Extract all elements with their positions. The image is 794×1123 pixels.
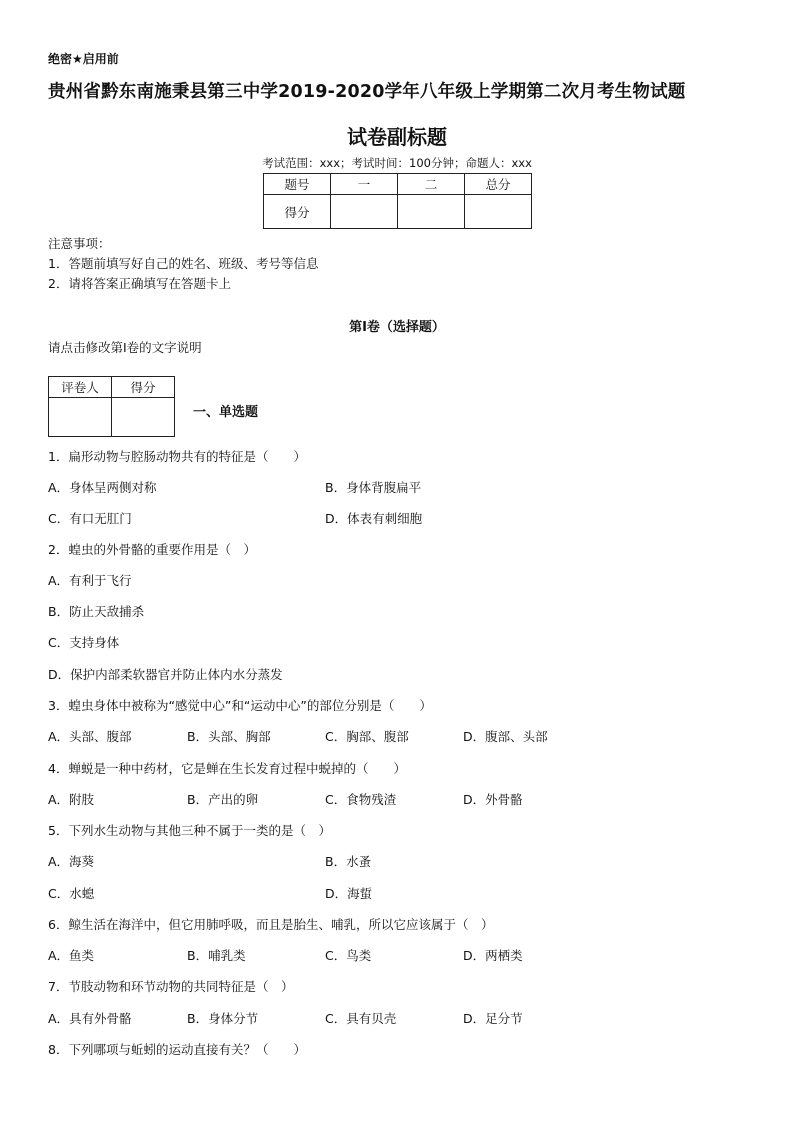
question-stem: 1．扁形动物与腔肠动物共有的特征是（ ）	[48, 449, 306, 464]
question-option: A．具有外骨骼	[48, 1011, 132, 1026]
note-item: 2．请将答案正确填写在答题卡上	[48, 276, 231, 291]
grader-cell	[49, 398, 112, 437]
question-option: C．支持身体	[48, 635, 120, 650]
question-option: D．两栖类	[463, 948, 523, 963]
question-option: D．腹部、头部	[463, 729, 548, 744]
question-option: A．身体呈两侧对称	[48, 480, 157, 495]
question-stem: 4．蝉蜕是一种中药材，它是蝉在生长发育过程中蜕掉的（ ）	[48, 761, 406, 776]
score-cell	[465, 195, 532, 229]
question-option: A．附肢	[48, 792, 95, 807]
question-option: D．足分节	[463, 1011, 523, 1026]
question-option: B．哺乳类	[187, 948, 246, 963]
question-option: A．有利于飞行	[48, 573, 132, 588]
secret-mark: 绝密★启用前	[48, 52, 119, 66]
question-option: A．鱼类	[48, 948, 95, 963]
exam-info: 考试范围：xxx；考试时间：100分钟；命题人：xxx	[262, 156, 532, 170]
score-cell	[398, 195, 465, 229]
question-option: B．头部、胸部	[187, 729, 271, 744]
question-option: B．身体分节	[187, 1011, 259, 1026]
question-option: D．外骨骼	[463, 792, 523, 807]
score-header-part-2: 二	[398, 174, 465, 195]
score-header-part-1: 一	[331, 174, 398, 195]
question-option: C．食物残渣	[325, 792, 397, 807]
question-option: D．保护内部柔软器官并防止体内水分蒸发	[48, 667, 283, 682]
question-option: B．防止天敌捕杀	[48, 604, 145, 619]
note-item: 1．答题前填写好自己的姓名、班级、考号等信息	[48, 256, 319, 271]
question-option: C．鸟类	[325, 948, 372, 963]
notes-title: 注意事项：	[48, 236, 111, 251]
question-stem: 6．鲸生活在海洋中，但它用肺呼吸，而且是胎生、哺乳，所以它应该属于（ ）	[48, 917, 494, 932]
score-table	[263, 173, 532, 229]
question-option: B．产出的卵	[187, 792, 259, 807]
question-option: C．水螅	[48, 886, 95, 901]
question-stem: 7．节肢动物和环节动物的共同特征是（ ）	[48, 979, 294, 994]
section-note: 请点击修改第I卷的文字说明	[48, 340, 202, 355]
question-option: C．胸部、腹部	[325, 729, 409, 744]
question-stem: 2．蝗虫的外骨骼的重要作用是（ ）	[48, 542, 256, 557]
question-option: B．水蚤	[325, 854, 372, 869]
exam-subtitle: 试卷副标题	[347, 125, 447, 149]
question-option: B．身体背腹扁平	[325, 480, 422, 495]
score-cell	[331, 195, 398, 229]
exam-title: 贵州省黔东南施秉县第三中学2019-2020学年八年级上学期第二次月考生物试题	[48, 82, 686, 102]
grader-table	[48, 376, 175, 437]
question-stem: 5．下列水生动物与其他三种不属于一类的是（ ）	[48, 823, 331, 838]
grader-cell	[112, 398, 175, 437]
question-option: D．体表有刺细胞	[325, 511, 423, 526]
question-option: C．有口无肛门	[48, 511, 132, 526]
question-option: A．海葵	[48, 854, 95, 869]
question-option: A．头部、腹部	[48, 729, 132, 744]
question-stem: 3．蝗虫身体中被称为“感觉中心”和“运动中心”的部位分别是（ ）	[48, 698, 432, 713]
grader-label: 评卷人	[49, 377, 112, 398]
question-option: C．具有贝壳	[325, 1011, 397, 1026]
score-header-total: 总分	[465, 174, 532, 195]
section-title: 第I卷（选择题）	[349, 320, 445, 335]
score-row-label: 得分	[264, 195, 331, 229]
grader-score-label: 得分	[112, 377, 175, 398]
question-option: D．海蜇	[325, 886, 373, 901]
score-header-number: 题号	[264, 174, 331, 195]
question-stem: 8．下列哪项与蚯蚓的运动直接有关？（ ）	[48, 1042, 306, 1057]
part-title: 一、单选题	[193, 405, 259, 420]
